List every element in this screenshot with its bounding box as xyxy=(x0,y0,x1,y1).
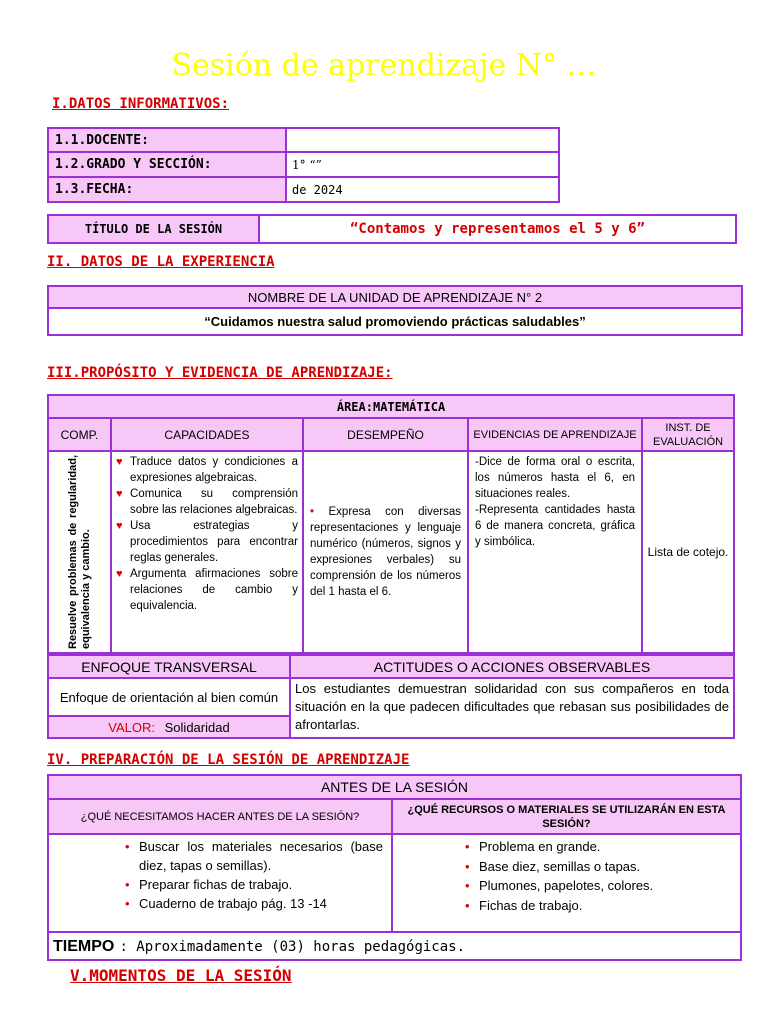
section-preparacion: IV. PREPARACIÓN DE LA SESIÓN DE APRENDIZAJE xyxy=(47,752,410,768)
tiempo-label: TIEMPO xyxy=(53,938,115,955)
capacidad-item: ♥ Comunica su comprensión sobre las relaciones algebraicas. xyxy=(116,486,298,518)
antes-right-item: • Base diez, semillas o tapas. xyxy=(465,857,732,877)
grado-value: 1° “” xyxy=(286,152,559,177)
unit-name: “Cuidamos nuestra salud promoviendo prácticas saludables” xyxy=(48,308,742,335)
header-inst: INST. DE EVALUACIÓN xyxy=(642,418,734,451)
antes-table xyxy=(47,774,742,961)
area-table xyxy=(47,394,735,654)
header-capacidades: CAPACIDADES xyxy=(111,418,303,451)
enfoque-name: Enfoque de orientación al bien común xyxy=(48,678,290,716)
info-row-fecha xyxy=(48,177,559,202)
evidencias-cell xyxy=(468,451,642,653)
tiempo-value: : Aproximadamente (03) horas pedagógicas. xyxy=(119,939,466,955)
tiempo-cell xyxy=(48,932,741,960)
area-title: ÁREA:MATEMÁTICA xyxy=(48,395,734,418)
capacidades-list xyxy=(116,454,298,614)
capacidad-item: ♥ Usa estrategias y procedimientos para encontrar reglas generales. xyxy=(116,518,298,566)
evidencia-item: -Dice de forma oral o escrita, los números hasta el 6, en situaciones reales. xyxy=(475,456,635,500)
antes-right-item: • Plumones, papelotes, colores. xyxy=(465,876,732,896)
header-evidencias: EVIDENCIAS DE APRENDIZAJE xyxy=(468,418,642,451)
session-title-value: “Contamos y representamos el 5 y 6” xyxy=(259,215,736,243)
area-content-row xyxy=(48,451,734,653)
area-header-row xyxy=(48,418,734,451)
desempeno-text: Expresa con diversas representaciones y lenguaje numérico (números, signos y expresiones verbales) su comprensión de los números del 1 hasta el 6. xyxy=(310,506,461,598)
antes-heading: ANTES DE LA SESIÓN xyxy=(48,775,741,799)
capacidades-cell xyxy=(111,451,303,653)
enfoque-header: ENFOQUE TRANSVERSAL xyxy=(48,655,290,678)
bullet-icon: • xyxy=(310,506,329,518)
section-momentos: V.MOMENTOS DE LA SESIÓN xyxy=(70,966,292,985)
session-title-label: TÍTULO DE LA SESIÓN xyxy=(48,215,259,243)
antes-right-list xyxy=(465,837,732,915)
antes-right-item: • Problema en grande. xyxy=(465,837,732,857)
antes-left-cell xyxy=(48,834,392,932)
capacidad-item: ♥ Argumenta afirmaciones sobre relaciones de cambio y equivalencia. xyxy=(116,566,298,614)
antes-left-header: ¿QUÉ NECESITAMOS HACER ANTES DE LA SESIÓN? xyxy=(48,799,392,834)
evidencia-item: -Representa cantidades hasta 6 de manera concreta, gráfica y simbólica. xyxy=(475,504,635,548)
unit-table xyxy=(47,285,743,336)
docente-value xyxy=(286,128,559,152)
antes-left-item: • Preparar fichas de trabajo. xyxy=(125,875,383,894)
header-comp: COMP. xyxy=(48,418,111,451)
antes-left-item: • Cuaderno de trabajo pág. 13 -14 xyxy=(125,894,383,913)
header-desempeno: DESEMPEÑO xyxy=(303,418,468,451)
unit-heading: NOMBRE DE LA UNIDAD DE APRENDIZAJE N° 2 xyxy=(48,286,742,308)
info-row-grado xyxy=(48,152,559,177)
instrumento-cell: Lista de cotejo. xyxy=(642,451,734,653)
info-table xyxy=(47,127,560,203)
section-datos-experiencia: II. DATOS DE LA EXPERIENCIA xyxy=(47,254,275,270)
page-title: Sesión de aprendizaje N° … xyxy=(171,48,597,83)
enfoque-table xyxy=(47,654,735,739)
fecha-label: 1.3.FECHA: xyxy=(48,177,286,202)
valor-cell xyxy=(48,716,290,738)
antes-left-item: • Buscar los materiales necesarios (base diez, tapas o semillas). xyxy=(125,837,383,875)
competencia-text: Resuelve problemas de regularidad, equivalencia y cambio. xyxy=(66,455,92,649)
section-proposito: III.PROPÓSITO Y EVIDENCIA DE APRENDIZAJE: xyxy=(47,365,393,381)
fecha-value: de 2024 xyxy=(286,177,559,202)
session-title-table xyxy=(47,214,737,244)
desempeno-cell xyxy=(303,451,468,653)
section-datos-informativos: I.DATOS INFORMATIVOS: xyxy=(52,96,230,112)
actitudes-text: Los estudiantes demuestran solidaridad con sus compañeros en toda situación en la que padecen dificultades que rebasan sus posibilidades de afrontarlas. xyxy=(290,678,734,738)
capacidad-item: ♥ Traduce datos y condiciones a expresiones algebraicas. xyxy=(116,454,298,486)
antes-right-cell xyxy=(392,834,741,932)
antes-right-item: • Fichas de trabajo. xyxy=(465,896,732,916)
info-row-docente xyxy=(48,128,559,152)
valor-label: VALOR: xyxy=(108,719,156,735)
valor-value: Solidaridad xyxy=(164,719,230,735)
actitudes-header: ACTITUDES O ACCIONES OBSERVABLES xyxy=(290,655,734,678)
docente-label: 1.1.DOCENTE: xyxy=(48,128,286,152)
grado-label: 1.2.GRADO Y SECCIÓN: xyxy=(48,152,286,177)
antes-right-header: ¿QUÉ RECURSOS O MATERIALES SE UTILIZARÁN EN ESTA SESIÓN? xyxy=(392,799,741,834)
competencia-cell xyxy=(48,451,111,653)
antes-left-list xyxy=(125,837,383,913)
